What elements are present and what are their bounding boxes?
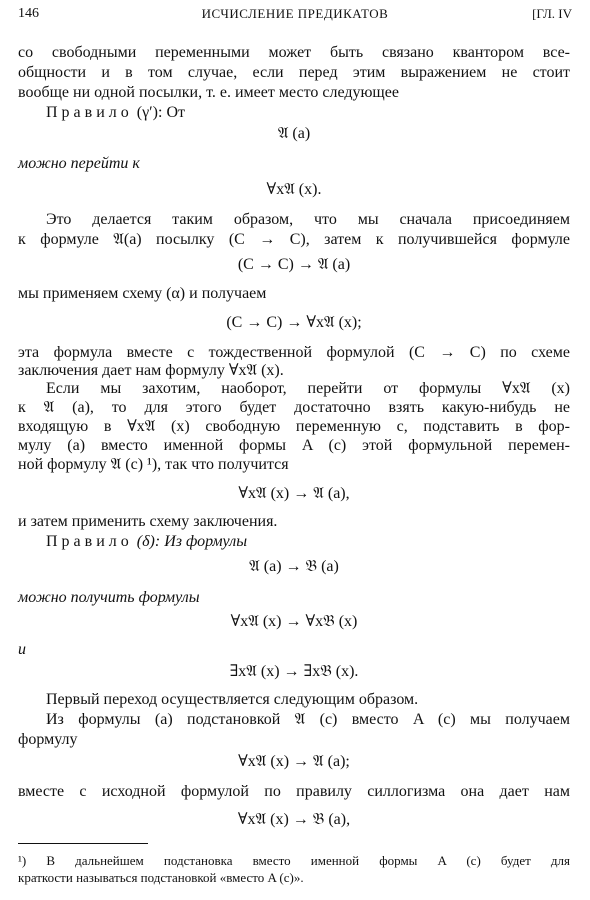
text-line: вообще ни одной посылки, т. е. имеет место следующее xyxy=(18,84,399,101)
display-formula: ∃x𝔄 (x) → ∃x𝔅 (x). xyxy=(229,663,359,680)
rule-gamma-heading xyxy=(18,103,570,123)
text-line: и xyxy=(18,641,26,658)
page-number: 146 xyxy=(18,6,39,21)
display-formula: (C → C) → ∀x𝔄 (x); xyxy=(226,314,362,331)
text-line: мы применяем схему (α) и получаем xyxy=(18,285,267,302)
text-line: вместе с исходной формулой по правилу силлогизма она дает нам xyxy=(18,783,570,800)
rule-label: Правило xyxy=(46,104,133,121)
display-formula: ∀x𝔄 (x) → 𝔄 (a), xyxy=(238,485,350,502)
rule-tail: (δ): Из формулы xyxy=(136,533,248,550)
text-line: формулу xyxy=(18,731,78,748)
page-header xyxy=(18,6,572,26)
display-formula: ∀x𝔄 (x) → ∀x𝔅 (x) xyxy=(230,613,358,630)
text-line: к формуле 𝔄(a) посылку (C → C), затем к получившейся формуле xyxy=(18,231,570,248)
text-line: Из формулы (a) подстановкой 𝔄 (c) вместо A (c) мы получаем xyxy=(46,711,570,728)
display-formula: (C → C) → 𝔄 (a) xyxy=(237,256,351,273)
rule-label: Правило xyxy=(46,533,133,550)
display-formula: ∀x𝔄 (x) → 𝔄 (a); xyxy=(238,753,350,770)
text-line: ной формулу 𝔄 (c) ¹), так что получится xyxy=(18,456,289,473)
text-line: Если мы захотим, наоборот, перейти от формулы ∀x𝔄 (x) xyxy=(46,380,570,397)
text-line: можно получить формулы xyxy=(18,589,200,606)
display-formula: 𝔄 (a) xyxy=(277,125,311,142)
footnote-line: краткости называться подстановкой «вместо A (c)». xyxy=(18,870,304,885)
text-line: входящую в ∀x𝔄 (x) свободную переменную c, подставить в фор- xyxy=(18,418,570,435)
display-formula: 𝔄 (a) → 𝔅 (a) xyxy=(249,558,339,575)
text-line: можно перейти к xyxy=(18,155,140,172)
display-formula: ∀x𝔄 (x). xyxy=(266,181,322,198)
text-line: Это делается таким образом, что мы сначала присоединяем xyxy=(46,211,570,228)
text-line: и затем применить схему заключения. xyxy=(18,513,278,530)
footnote-line: ¹) В дальнейшем подстановка вместо именной формы A (c) будет для xyxy=(18,853,570,868)
display-formula: ∀x𝔄 (x) → 𝔅 (a), xyxy=(237,811,351,828)
text-line: мулу (a) вместо именной формы A (c) этой формульной перемен- xyxy=(18,437,570,454)
rule-delta-heading xyxy=(18,532,570,552)
text-line: к 𝔄 (a), то для этого будет достаточно взять какую-нибудь не xyxy=(18,399,570,416)
text-line: заключения дает нам формулу ∀x𝔄 (x). xyxy=(18,362,284,379)
text-line: Первый переход осуществляется следующим образом. xyxy=(46,691,419,708)
running-title: ИСЧИСЛЕНИЕ ПРЕДИКАТОВ xyxy=(201,6,389,21)
chapter-marker: [ГЛ. IV xyxy=(532,6,572,21)
text-line: со свободными переменными может быть связано квантором все- xyxy=(18,44,570,61)
rule-tail: (γ′): От xyxy=(136,104,185,121)
footnote-divider xyxy=(18,843,148,844)
text-line: эта формула вместе с тождественной формулой (C → C) по схеме xyxy=(18,344,570,361)
text-line: общности и в том случае, если перед этим выражением не стоит xyxy=(18,64,570,81)
